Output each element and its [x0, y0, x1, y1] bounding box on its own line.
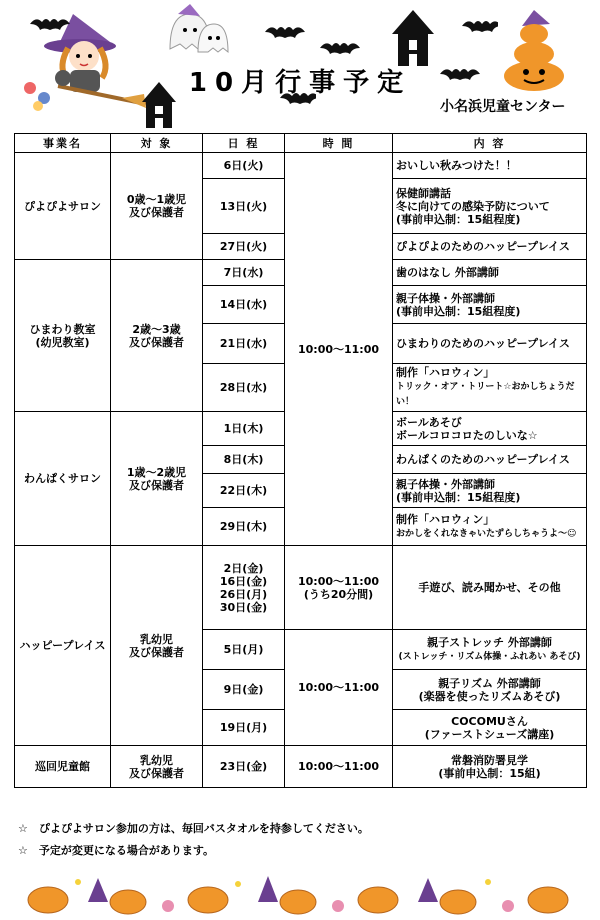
content-cell: 保健師講話 冬に向けての感染予防について (事前申込制：15組程度) [393, 179, 587, 234]
target-cell: 乳幼児 及び保護者 [111, 546, 203, 746]
content-cell: 歯のはなし 外部講師 [393, 260, 587, 286]
date-cell: 22日(木) [203, 474, 285, 508]
bat-icon [30, 14, 70, 34]
date-cell: 8日(木) [203, 446, 285, 474]
date-cell: 21日(水) [203, 324, 285, 364]
header-content: 内 容 [393, 134, 587, 153]
content-cell: 親子体操・外部講師 (事前申込制：15組程度) [393, 286, 587, 324]
date-cell: 28日(水) [203, 364, 285, 412]
table-header-row [15, 134, 587, 153]
date-cell: 13日(火) [203, 179, 285, 234]
date-cell: 6日(火) [203, 153, 285, 179]
page-title: 10月行事予定 [188, 68, 412, 98]
time-cell: 10:00～11:00 [285, 153, 393, 546]
table-row [15, 746, 587, 788]
bat-icon [320, 38, 360, 58]
time-cell: 10:00～11:00 [285, 746, 393, 788]
haunted-house-icon [140, 82, 178, 128]
target-cell: 2歳～3歳 及び保護者 [111, 260, 203, 412]
content-cell: 親子ストレッチ 外部講師 (ストレッチ・リズム体操・ふれあい あそび) [393, 630, 587, 670]
date-cell: 7日(水) [203, 260, 285, 286]
ghost-illustration [160, 4, 230, 54]
content-cell: COCOMUさん (ファーストシューズ講座) [393, 710, 587, 746]
content-cell: ボールあそび ボールコロコロたのしいな☆ [393, 412, 587, 446]
table-row [15, 546, 587, 630]
header [0, 0, 600, 130]
target-cell: 乳幼児 及び保護者 [111, 746, 203, 788]
haunted-house-icon [390, 10, 436, 66]
schedule-table [14, 133, 587, 788]
header-date: 日 程 [203, 134, 285, 153]
bat-icon [265, 22, 305, 42]
table-row [15, 153, 587, 179]
event-name: ひまわり教室 (幼児教室) [15, 260, 111, 412]
header-event: 事業名 [15, 134, 111, 153]
date-cell: 5日(月) [203, 630, 285, 670]
target-cell: 1歳～2歳児 及び保護者 [111, 412, 203, 546]
content-cell: ひまわりのためのハッピープレイス [393, 324, 587, 364]
bat-icon [440, 64, 480, 84]
content-cell: 親子体操・外部講師 (事前申込制：15組程度) [393, 474, 587, 508]
event-name: 巡回児童館 [15, 746, 111, 788]
content-cell: 親子リズム 外部講師 (楽器を使ったリズムあそび) [393, 670, 587, 710]
time-cell: 10:00～11:00 [285, 630, 393, 746]
content-cell: ぴよぴよのためのハッピープレイス [393, 234, 587, 260]
header-time: 時 間 [285, 134, 393, 153]
date-cell: 29日(木) [203, 508, 285, 546]
event-name: ぴよぴよサロン [15, 153, 111, 260]
content-cell: おいしい秋みつけた！！ [393, 153, 587, 179]
content-cell: わんぱくのためのハッピープレイス [393, 446, 587, 474]
date-cell: 23日(金) [203, 746, 285, 788]
content-cell: 手遊び、読み聞かせ、その他 [393, 546, 587, 630]
content-cell: 制作「ハロウィン」 トリック・オア・トリート☆おかしちょうだい！ [393, 364, 587, 412]
content-cell: 常磐消防署見学 (事前申込制：15組) [393, 746, 587, 788]
date-cell: 9日(金) [203, 670, 285, 710]
note-item: ☆ 予定が変更になる場合があります。 [18, 844, 214, 857]
notes [18, 818, 369, 862]
target-cell: 0歳～1歳児 及び保護者 [111, 153, 203, 260]
pumpkin-stack-illustration [498, 10, 568, 92]
date-cell: 27日(火) [203, 234, 285, 260]
date-cell: 14日(水) [203, 286, 285, 324]
bat-icon [462, 16, 498, 34]
center-name: 小名浜児童センター [440, 99, 566, 115]
time-cell: 10:00～11:00 (うち20分間) [285, 546, 393, 630]
note-item: ☆ ぴよぴよサロン参加の方は、毎回バスタオルを持参してください。 [18, 822, 369, 835]
date-cell: 19日(月) [203, 710, 285, 746]
halloween-border-illustration [18, 872, 584, 916]
date-cell: 2日(金) 16日(金) 26日(月) 30日(金) [203, 546, 285, 630]
event-name: ハッピープレイス [15, 546, 111, 746]
event-name: わんぱくサロン [15, 412, 111, 546]
content-cell: 制作「ハロウィン」 おかしをくれなきゃいたずらしちゃうよ～☺ [393, 508, 587, 546]
date-cell: 1日(木) [203, 412, 285, 446]
header-target: 対 象 [111, 134, 203, 153]
